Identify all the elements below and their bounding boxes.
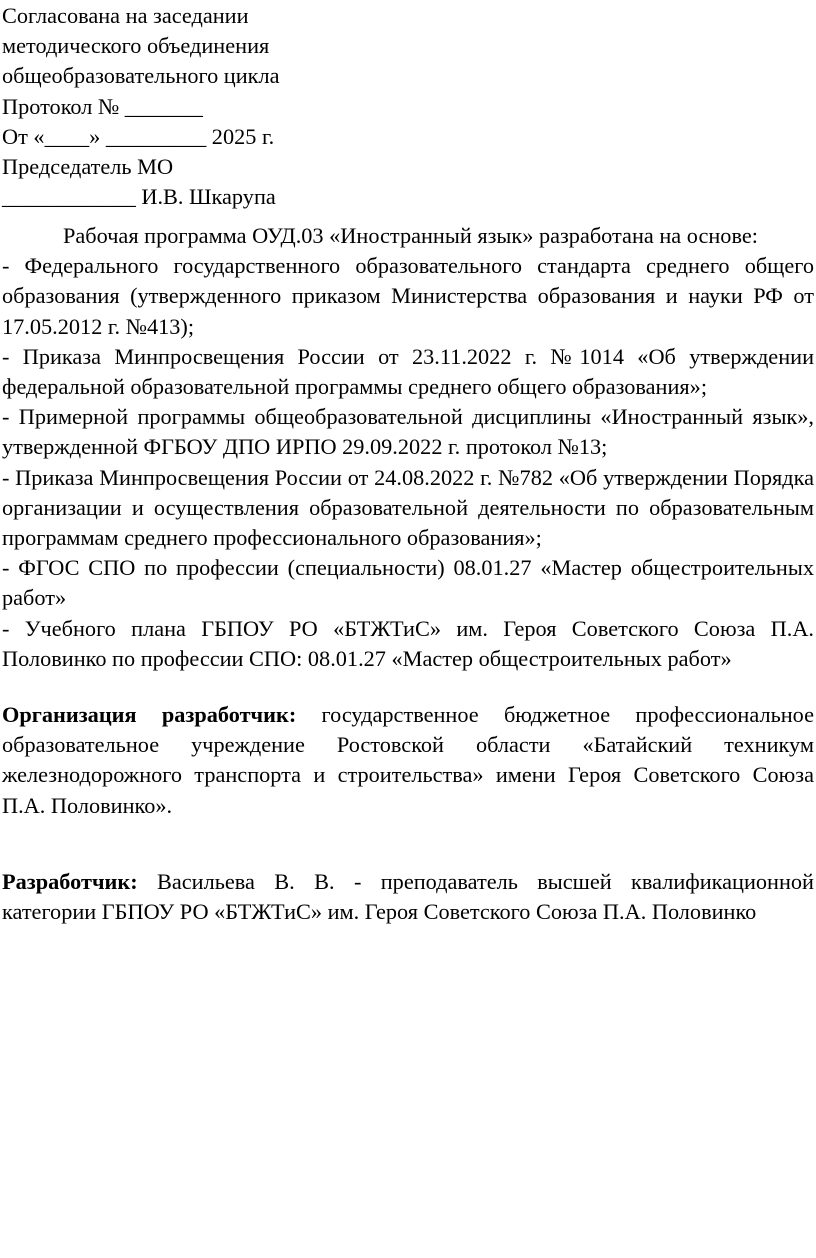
protocol-number-line: Протокол № _______: [2, 93, 203, 119]
organization-paragraph: [2, 700, 814, 821]
approval-block: [2, 1, 502, 212]
approval-line: общеобразовательного цикла: [2, 63, 280, 89]
program-intro: Рабочая программа ОУД.03 «Иностранный язык» разработана на основе:: [63, 223, 758, 248]
developer-block: [2, 867, 814, 927]
approval-line: Согласована на заседании: [2, 3, 249, 28]
program-basis-block: [2, 221, 814, 674]
basis-item: - Приказа Минпросвещения России от 23.11.2022 г. №1014 «Об утверждении федеральной образовательной программы среднего общего образования»;: [2, 343, 814, 400]
organization-label: Организация разработчик:: [2, 702, 297, 727]
protocol-date-line: От «____» _________ 2025 г.: [2, 123, 275, 149]
organization-text: государственное бюджетное профессиональное образовательное учреждение Ростовской области «Батайский техникум железнодорожного транспорта и строительства» имени Героя Советского Союза П.А. Половинко».: [2, 702, 814, 818]
basis-item: - Федерального государственного образовательного стандарта среднего общего образования (утвержденного приказом Министерства образования и науки РФ от 17.05.2012 г. №413);: [2, 253, 814, 339]
developer-paragraph: [2, 867, 814, 927]
approval-line: методического объединения: [2, 33, 270, 59]
developer-label: Разработчик:: [2, 869, 138, 894]
basis-item: - Учебного плана ГБПОУ РО «БТЖТиС» им. Героя Советского Союза П.А. Половинко по профессии СПО: 08.01.27 «Мастер общестроительных работ»: [2, 615, 814, 671]
chairman-title: Председатель МО: [2, 153, 174, 179]
organization-block: [2, 700, 814, 821]
basis-item: - ФГОС СПО по профессии (специальности) 08.01.27 «Мастер общестроительных работ»: [2, 555, 814, 611]
basis-item: - Приказа Минпросвещения России от 24.08.2022 г. №782 «Об утверждении Порядка организации и осуществления образовательной деятельности по образовательным программам среднего профессионального образования»;: [2, 464, 814, 551]
chairman-signature-line: ____________ И.В. Шкарупа: [2, 184, 276, 210]
developer-text: Васильева В. В. - преподаватель высшей квалификационной категории ГБПОУ РО «БТЖТиС» им. Героя Советского Союза П.А. Половинко: [2, 869, 814, 925]
basis-item: - Примерной программы общеобразовательной дисциплины «Иностранный язык», утвержденной ФГБОУ ДПО ИРПО 29.09.2022 г. протокол №13;: [2, 404, 814, 460]
